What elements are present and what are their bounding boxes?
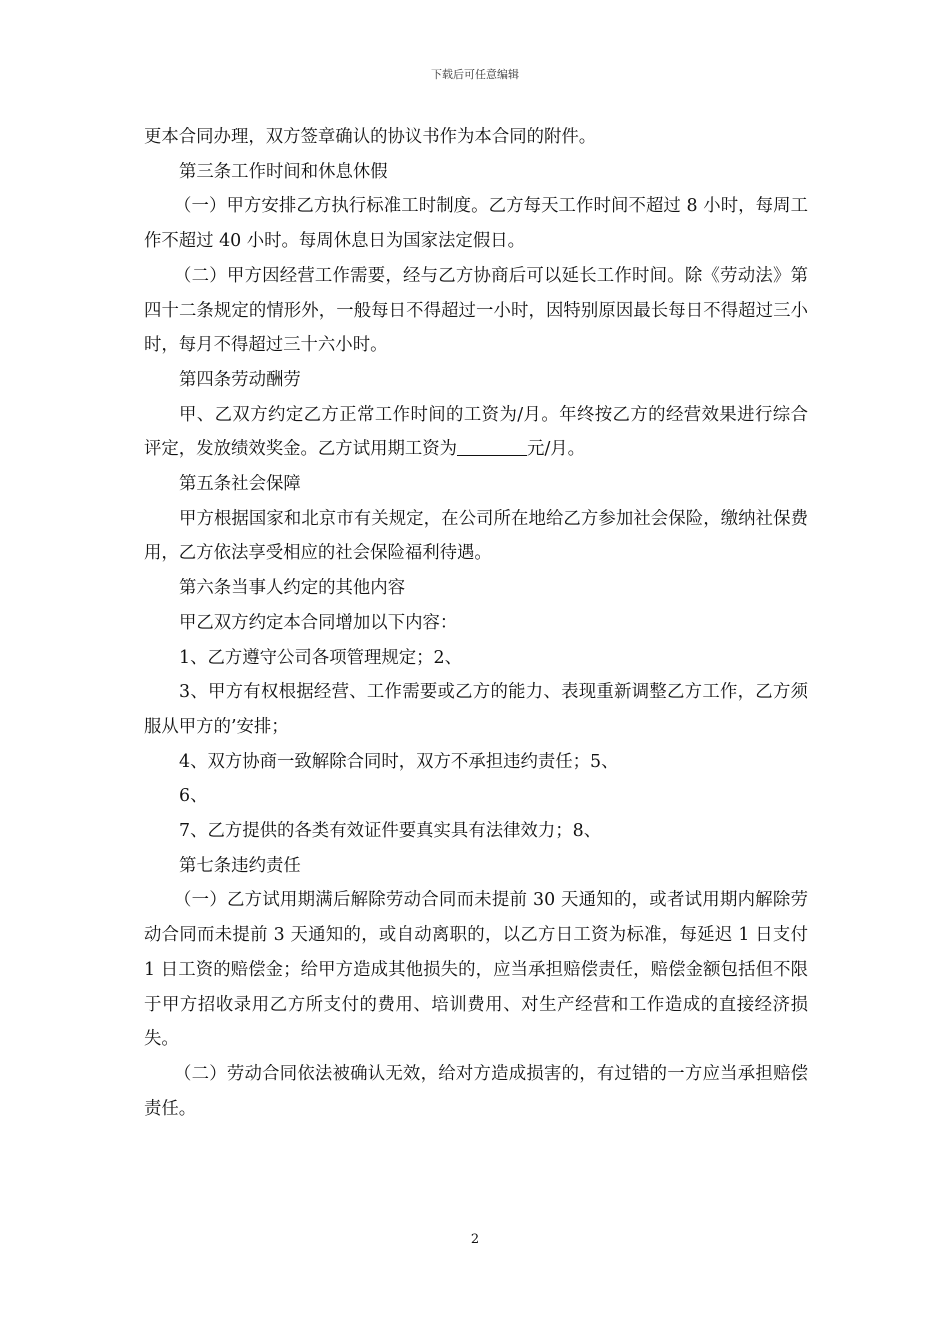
document-body xyxy=(144,120,808,1126)
page-header: 下载后可任意编辑 xyxy=(431,68,519,81)
list-item: 1、乙方遵守公司各项管理规定；2、 xyxy=(179,647,462,668)
paragraph: （一）甲方安排乙方执行标准工时制度。乙方每天工作时间不超过 8 小时，每周工作不超过 40 小时。每周休息日为国家法定假日。 xyxy=(144,196,808,252)
section-heading: 第七条违约责任 xyxy=(179,855,301,876)
list-item: 3、甲方有权根据经营、工作需要或乙方的能力、表现重新调整乙方工作，乙方须服从甲方的’安排； xyxy=(144,682,808,737)
fill-in-blank xyxy=(457,437,527,456)
section-heading: 第六条当事人约定的其他内容 xyxy=(179,578,406,599)
page-number: 2 xyxy=(470,1232,480,1247)
section-heading: 第三条工作时间和休息休假 xyxy=(179,161,388,182)
section-heading: 第四条劳动酬劳 xyxy=(179,369,301,390)
paragraph: （二）甲方因经营工作需要，经与乙方协商后可以延长工作时间。除《劳动法》第四十二条规定的情形外，一般每日不得超过一小时，因特别原因最长每日不得超过三小时，每月不得超过三十六小时。 xyxy=(144,265,808,356)
paragraph: （一）乙方试用期满后解除劳动合同而未提前 30 天通知的，或者试用期内解除劳动合同而未提前 3 天通知的，或自动离职的，以乙方日工资为标准，每延迟 1 日支付 1 日工资的赔偿金；给甲方造成其他损失的，应当承担赔偿责任，赔偿金额包括但不限于甲方招收录用乙方所支付的费用、培训费用、对生产经营和工作造成的直接经济损失。 xyxy=(144,890,808,1050)
paragraph: （二）劳动合同依法被确认无效，给对方造成损害的，有过错的一方应当承担赔偿责任。 xyxy=(144,1063,808,1119)
section-heading: 第五条社会保障 xyxy=(179,474,301,495)
list-item: 6、 xyxy=(179,786,208,807)
paragraph: 更本合同办理，双方签章确认的协议书作为本合同的附件。 xyxy=(144,127,597,147)
list-item: 4、双方协商一致解除合同时，双方不承担违约责任；5、 xyxy=(179,751,619,772)
list-item: 7、乙方提供的各类有效证件要真实具有法律效力；8、 xyxy=(179,821,602,842)
paragraph-text: 元/月。 xyxy=(527,439,586,460)
paragraph xyxy=(144,398,808,467)
paragraph-text: 甲、乙双方约定乙方正常工作时间的工资为/月。年终按乙方的经营效果进行综合评定，发放绩效奖金。乙方试用期工资为 xyxy=(144,404,808,460)
paragraph: 甲方根据国家和北京市有关规定，在公司所在地给乙方参加社会保险，缴纳社保费用，乙方依法享受相应的社会保险福利待遇。 xyxy=(144,508,808,564)
paragraph: 甲乙双方约定本合同增加以下内容： xyxy=(179,612,458,633)
